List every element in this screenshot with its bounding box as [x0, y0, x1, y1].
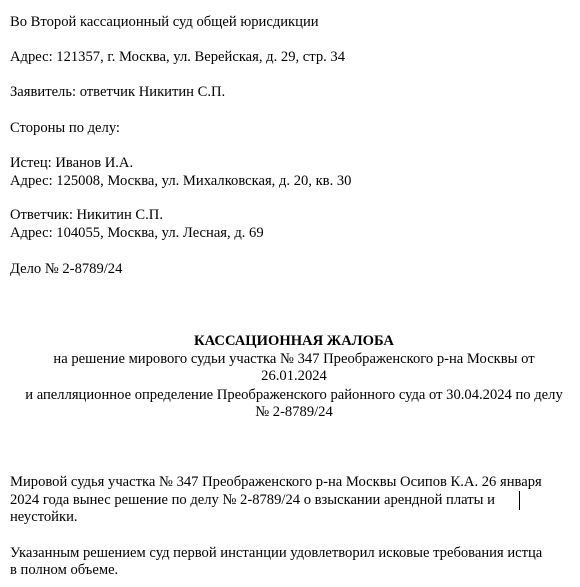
title-line-4: № 2-8789/24	[255, 404, 333, 420]
court-name: Во Второй кассационный суд общей юрисдикции	[10, 14, 319, 30]
paragraph-1-line-1: Мировой судья участка № 347 Преображенского р-на Москвы Осипов К.А. 26 января	[10, 474, 542, 490]
plaintiff: Истец: Иванов И.А.	[10, 155, 134, 171]
case-number: Дело № 2-8789/24	[10, 261, 123, 277]
title-line-2: 26.01.2024	[261, 368, 327, 384]
plaintiff-address: Адрес: 125008, Москва, ул. Михалковская, д. 20, кв. 30	[10, 173, 352, 189]
text-cursor	[519, 491, 520, 510]
paragraph-2-line-1: Указанным решением суд первой инстанции удовлетворил исковые требования истца	[10, 545, 543, 561]
document-title: КАССАЦИОННАЯ ЖАЛОБА	[194, 333, 394, 349]
paragraph-1-line-3: неустойки.	[10, 509, 78, 525]
parties-heading: Стороны по делу:	[10, 120, 120, 136]
defendant-address: Адрес: 104055, Москва, ул. Лесная, д. 69	[10, 225, 264, 241]
title-line-1: на решение мирового судьи участка № 347 Преображенского р-на Москвы от	[53, 351, 535, 367]
paragraph-2-line-2: в полном объеме.	[10, 562, 119, 578]
applicant: Заявитель: ответчик Никитин С.П.	[10, 84, 226, 100]
court-address: Адрес: 121357, г. Москва, ул. Верейская, д. 29, стр. 34	[10, 49, 346, 65]
title-line-3: и апелляционное определение Преображенского районного суда от 30.04.2024 по делу	[25, 387, 563, 403]
defendant: Ответчик: Никитин С.П.	[10, 207, 163, 223]
paragraph-1-line-2: 2024 года вынес решение по делу № 2-8789/24 о взыскании арендной платы и	[10, 492, 495, 508]
